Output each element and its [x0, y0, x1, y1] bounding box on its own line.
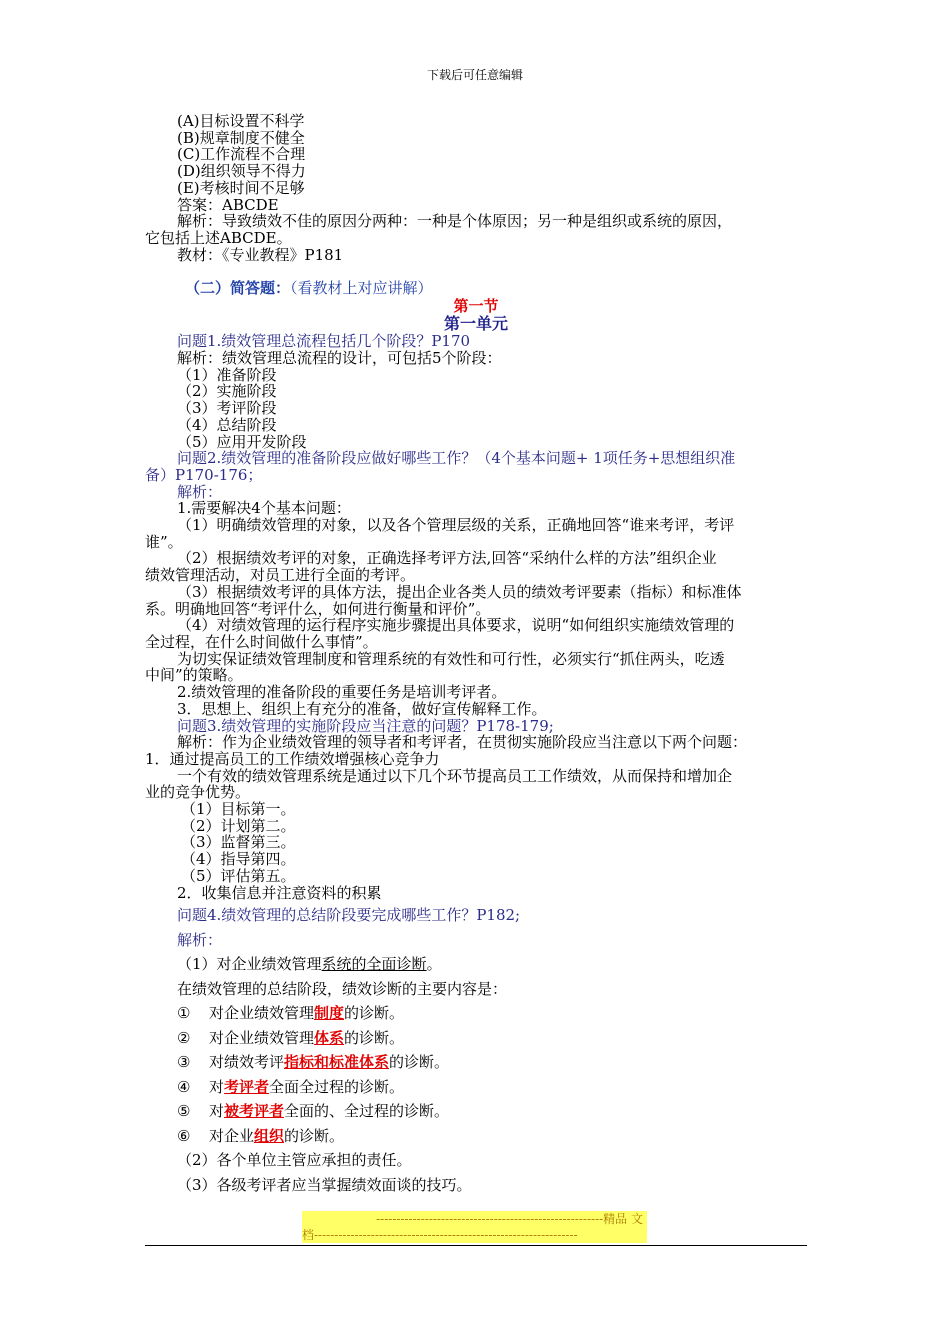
document-body [145, 113, 807, 1197]
item-pre: 对企业 [209, 1126, 255, 1145]
option-e: (E)考核时间不足够 [177, 178, 305, 197]
q2-item-3b: 系。明确地回答“考评什么，如何进行衡量和评价”。 [145, 599, 491, 618]
q4-line-2: 在绩效管理的总结阶段，绩效诊断的主要内容是： [177, 979, 508, 998]
item-number: ② [177, 1028, 191, 1047]
footer-rule [145, 1245, 807, 1246]
footer-watermark [302, 1211, 647, 1243]
q2-item-1b: 谁”。 [145, 532, 183, 551]
item-highlight: 组织 [254, 1126, 285, 1145]
question-4: 问题4.绩效管理的总结阶段要完成哪些工作？P182; [177, 906, 521, 925]
q3-item: （2）计划第二。 [181, 816, 296, 835]
section-note: （看教材上对应讲解） [290, 279, 433, 298]
q1-item: （4）总结阶段 [177, 415, 277, 434]
q2-item-1a: （1）明确绩效管理的对象，以及各个管理层级的关系，正确地回答“谁来考评，考评 [177, 516, 735, 535]
q3-item: （4）指导第四。 [181, 850, 296, 869]
q3-analysis: 解析：作为企业绩效管理的领导者和考评者，在贯彻实施阶段应当注意以下两个问题： [177, 733, 748, 752]
item-pre: 对 [209, 1102, 225, 1121]
q2-paragraph: 1.需要解决4个基本问题： [177, 499, 351, 518]
q4-line-4: （3）各级考评者应当掌握绩效面谈的技巧。 [177, 1175, 472, 1194]
diagnosis-item [145, 1001, 807, 1026]
q4-line-1-underlined: 系统的全面诊断 [321, 955, 427, 974]
analysis-line-2: 它包括上述ABCDE。 [145, 228, 292, 247]
q3-item: （1）目标第一。 [181, 800, 296, 819]
question-2-line-2: 备）P170-176； [145, 465, 263, 484]
q2-item-2b: 绩效管理活动，对员工进行全面的考评。 [145, 566, 416, 585]
item-post: 的诊断。 [344, 1004, 405, 1023]
section-title: （二）简答题： [185, 279, 291, 298]
q2-item-3a: （3）根据绩效考评的具体方法，提出企业各类人员的绩效考评要素（指标）和标准体 [177, 582, 742, 601]
q1-analysis: 解析：绩效管理总流程的设计，可包括5个阶段： [177, 349, 502, 368]
diagnosis-item [145, 1124, 807, 1149]
q1-item: （2）实施阶段 [177, 382, 277, 401]
q4-line-1-post: 。 [426, 955, 442, 974]
analysis-line-1: 解析：导致绩效不佳的原因分两种：一种是个体原因；另一种是组织或系统的原因， [177, 212, 733, 231]
option-b: (B)规章制度不健全 [177, 128, 305, 147]
item-number: ④ [177, 1077, 191, 1096]
item-post: 全面的、全过程的诊断。 [284, 1102, 450, 1121]
q2-paragraph-2b: 中间”的策略。 [145, 666, 243, 685]
page-header: 下载后可任意编辑 [426, 68, 523, 82]
option-d: (D)组织领导不得力 [177, 162, 306, 181]
textbook-reference: 教材：《专业教程》P181 [177, 245, 344, 264]
question-3: 问题3.绩效管理的实施阶段应当注意的问题？P178-179; [177, 716, 554, 735]
item-number: ⑤ [177, 1102, 191, 1121]
q3-paragraph-2a: 一个有效的绩效管理系统是通过以下几个环节提高员工工作绩效，从而保持和增加企 [177, 766, 733, 785]
answer: 答案：ABCDE [177, 195, 279, 214]
footer-line-2: 档----------------------------------------------------------------- [302, 1227, 647, 1243]
item-post: 的诊断。 [389, 1053, 450, 1072]
q1-item: （3）考评阶段 [177, 399, 277, 418]
chapter-title: 第一节 [453, 297, 499, 316]
q2-analysis-label: 解析： [177, 482, 223, 501]
item-pre: 对企业绩效管理 [209, 1004, 315, 1023]
q1-item: （5）应用开发阶段 [177, 432, 307, 451]
item-number: ③ [177, 1053, 191, 1072]
item-highlight: 指标和标准体系 [284, 1053, 390, 1072]
q4-line-1 [145, 952, 807, 977]
q2-item-4b: 全过程，在什么时间做什么事情”。 [145, 632, 378, 651]
q3-paragraph-3: 2．收集信息并注意资料的积累 [177, 883, 382, 902]
question-4-block [145, 903, 807, 1197]
q2-item-2a: （2）根据绩效考评的对象，正确选择考评方法,回答“采纳什么样的方法”组织企业 [177, 549, 717, 568]
item-highlight: 制度 [314, 1004, 345, 1023]
item-highlight: 被考评者 [224, 1102, 285, 1121]
q3-paragraph-2b: 业的竞争优势。 [145, 783, 251, 802]
item-highlight: 体系 [314, 1028, 345, 1047]
q4-line-1-pre: （1）对企业绩效管理 [177, 955, 322, 974]
q2-paragraph-2a: 为切实保证绩效管理制度和管理系统的有效性和可行性，必须实行“抓住两头，吃透 [177, 649, 725, 668]
option-c: (C)工作流程不合理 [177, 145, 306, 164]
q4-analysis-label: 解析： [177, 930, 223, 949]
q4-line-3: （2）各个单位主管应承担的责任。 [177, 1151, 412, 1170]
item-pre: 对 [209, 1077, 225, 1096]
diagnosis-item [145, 1050, 807, 1075]
option-a: (A)目标设置不科学 [177, 112, 305, 130]
question-1: 问题1.绩效管理总流程包括几个阶段？P170 [177, 332, 471, 351]
section-heading [145, 277, 807, 298]
item-post: 全面全过程的诊断。 [269, 1077, 405, 1096]
q2-paragraph-4: 3．思想上、组织上有充分的准备，做好宣传解释工作。 [177, 699, 547, 718]
item-post: 的诊断。 [344, 1028, 405, 1047]
item-number: ⑥ [177, 1126, 191, 1145]
q3-paragraph-1: 1．通过提高员工的工作绩效增强核心竞争力 [145, 749, 440, 768]
q3-item: （5）评估第五。 [181, 866, 296, 885]
q3-item: （3）监督第三。 [181, 833, 296, 852]
item-post: 的诊断。 [284, 1126, 345, 1145]
q1-item: （1）准备阶段 [177, 365, 277, 384]
item-highlight: 考评者 [224, 1077, 270, 1096]
diagnosis-item [145, 1026, 807, 1051]
item-number: ① [177, 1004, 191, 1023]
footer-line-1: --------------------------------------------------------精品 文 [302, 1211, 647, 1227]
unit-title: 第一单元 [443, 314, 508, 334]
diagnosis-item [145, 1099, 807, 1124]
q2-paragraph-3: 2.绩效管理的准备阶段的重要任务是培训考评者。 [177, 683, 507, 702]
question-2-line-1: 问题2.绩效管理的准备阶段应做好哪些工作？（4个基本问题+ 1项任务+思想组织准 [177, 449, 736, 468]
item-pre: 对绩效考评 [209, 1053, 285, 1072]
item-pre: 对企业绩效管理 [209, 1028, 315, 1047]
q2-item-4a: （4）对绩效管理的运行程序实施步骤提出具体要求，说明“如何组织实施绩效管理的 [177, 616, 735, 635]
diagnosis-item [145, 1075, 807, 1100]
